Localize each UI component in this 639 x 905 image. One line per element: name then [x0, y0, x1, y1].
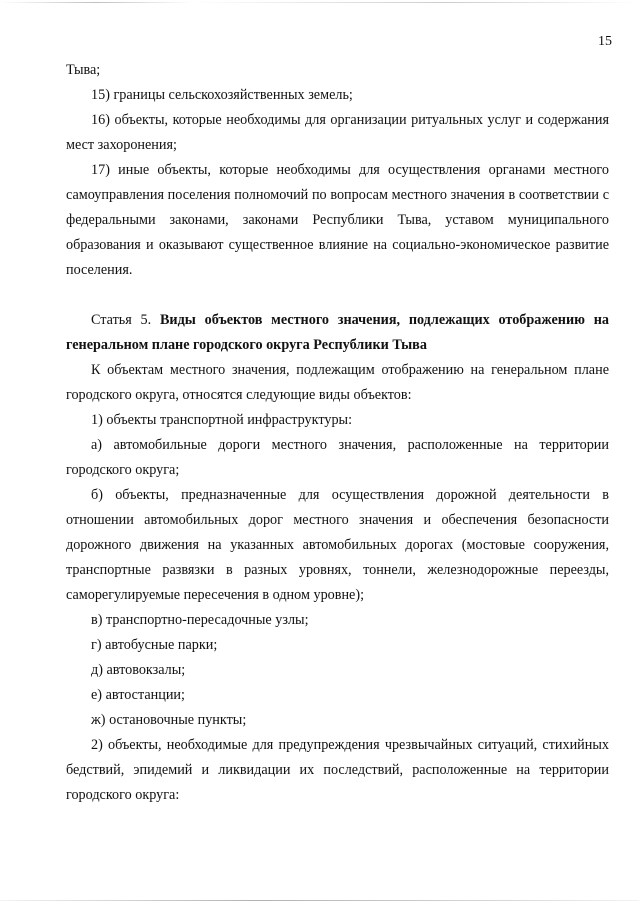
scan-edge-bottom — [0, 900, 639, 901]
list-item-1b: б) объекты, предназначенные для осуществления дорожной деятельности в отношении автомобильных дорог местного значения и обеспечения безопасности дорожного движения на указанных автомобильных дорогах (мостовые сооружения, транспортные развязки в разных уровнях, тоннели, железнодорожные переезды, саморегулируемые пересечения в одном уровне); — [66, 487, 609, 603]
article-title: Виды объектов местного значения, подлежащих отображению на генеральном плане городского округа Республики Тыва — [66, 312, 609, 353]
list-item-1: 1) объекты транспортной инфраструктуры: — [91, 412, 353, 428]
list-item-2: 2) объекты, необходимые для предупреждения чрезвычайных ситуаций, стихийных бедствий, эпидемий и ликвидации их последствий, расположенные на территории городского округа: — [66, 737, 609, 803]
list-item-1v: в) транспортно-пересадочные узлы; — [91, 612, 309, 628]
scan-edge-top — [0, 2, 639, 3]
paragraph-item-16: 16) объекты, которые необходимы для организации ритуальных услуг и содержания мест захоронения; — [66, 112, 609, 153]
list-item-1d: д) автовокзалы; — [91, 662, 186, 678]
paragraph-continuation: Тыва; — [66, 62, 101, 78]
article-intro: К объектам местного значения, подлежащим отображению на генеральном плане городского округа, относятся следующие виды объектов: — [66, 362, 609, 403]
paragraph-item-17: 17) иные объекты, которые необходимы для осуществления органами местного самоуправления поселения полномочий по вопросам местного значения в соответствии с федеральными законами, законами Республики Тыва, уставом муниципального образования и оказывают существенное влияние на социально-экономическое развитие поселения. — [66, 162, 609, 278]
list-item-1zh: ж) остановочные пункты; — [91, 712, 247, 728]
list-item-1e: е) автостанции; — [91, 687, 185, 703]
page-number: 15 — [598, 34, 612, 49]
article-prefix: Статья 5. — [91, 312, 152, 328]
paragraph-item-15: 15) границы сельскохозяйственных земель; — [91, 87, 353, 103]
article-heading — [66, 308, 609, 358]
list-item-1a: а) автомобильные дороги местного значения, расположенные на территории городского округа; — [66, 437, 609, 478]
document-body — [66, 58, 609, 808]
list-item-1g: г) автобусные парки; — [91, 637, 218, 653]
